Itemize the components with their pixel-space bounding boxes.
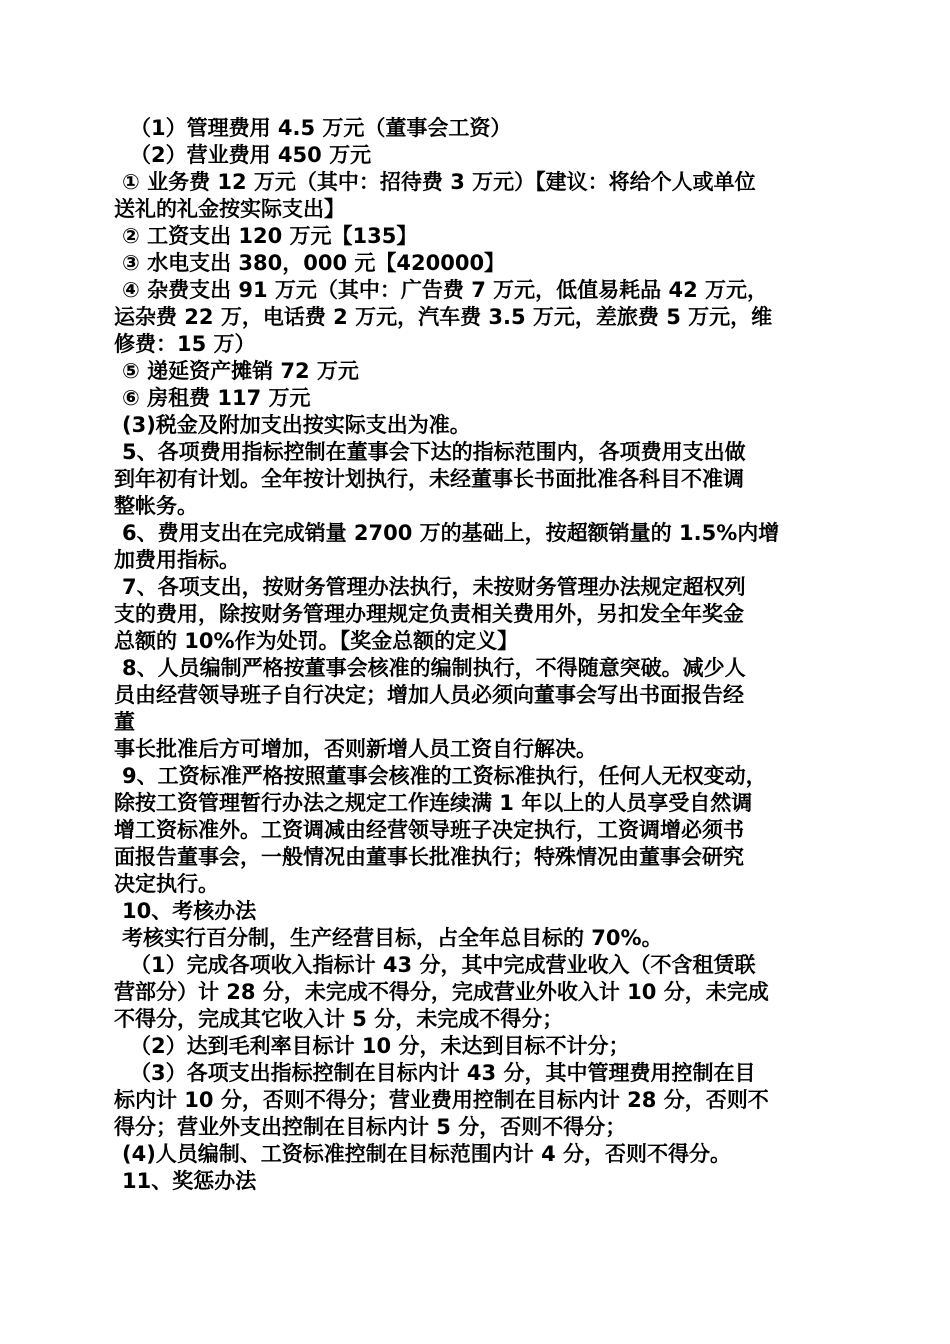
text-line: （1）管理费用 4.5 万元（董事会工资） [130, 116, 512, 140]
text-line: 加费用指标。 [114, 548, 240, 572]
text-line: 6、费用支出在完成销量 2700 万的基础上，按超额销量的 1.5%内增 [122, 521, 780, 545]
text-line: （2）营业费用 450 万元 [130, 143, 372, 167]
text-line: 事长批准后方可增加，否则新增人员工资自行解决。 [114, 737, 597, 761]
text-line: 不得分，完成其它收入计 5 分，未完成不得分； [114, 1007, 564, 1031]
text-line: 董 [114, 710, 135, 734]
text-line: 标内计 10 分，否则不得分；营业费用控制在目标内计 28 分，否则不 [114, 1088, 769, 1112]
text-line: 支的费用，除按财务管理办理规定负责相关费用外，另扣发全年奖金 [114, 602, 744, 626]
document-body [114, 115, 844, 1195]
text-line: （1）完成各项收入指标计 43 分，其中完成营业收入（不含租赁联 [130, 953, 756, 977]
text-line: 修费：15 万） [114, 332, 256, 356]
text-line: （3）各项支出指标控制在目标内计 43 分，其中管理费用控制在目 [130, 1061, 756, 1085]
text-line: (3)税金及附加支出按实际支出为准。 [122, 413, 471, 437]
text-line: 运杂费 22 万，电话费 2 万元，汽车费 3.5 万元，差旅费 5 万元，维 [114, 305, 773, 329]
text-line: 到年初有计划。全年按计划执行，未经董事长书面批准各科目不准调 [114, 467, 744, 491]
text-line: 考核实行百分制，生产经营目标，占全年总目标的 70%。 [122, 926, 663, 950]
text-line: 增工资标准外。工资调减由经营领导班子决定执行，工资调增必须书 [114, 818, 744, 842]
text-line: ① 业务费 12 万元（其中：招待费 3 万元）【建议：将给个人或单位 [122, 170, 756, 194]
section-heading: 10、考核办法 [122, 899, 257, 923]
text-line: ③ 水电支出 380，000 元【420000】 [122, 251, 506, 275]
text-line: 得分；营业外支出控制在目标内计 5 分，否则不得分； [114, 1115, 627, 1139]
text-line: ⑤ 递延资产摊销 72 万元 [122, 359, 359, 383]
text-line: 整帐务。 [114, 494, 198, 518]
text-line: 总额的 10%作为处罚。【奖金总额的定义】 [114, 629, 519, 653]
text-line: 除按工资管理暂行办法之规定工作连续满 1 年以上的人员享受自然调 [114, 791, 753, 815]
text-line: 8、人员编制严格按董事会核准的编制执行，不得随意突破。减少人 [122, 656, 746, 680]
text-line: ⑥ 房租费 117 万元 [122, 386, 311, 410]
text-line: 送礼的礼金按实际支出】 [114, 197, 345, 221]
text-line: 7、各项支出，按财务管理办法执行，未按财务管理办法规定超权列 [122, 575, 746, 599]
text-line: 营部分）计 28 分，未完成不得分，完成营业外收入计 10 分，未完成 [114, 980, 769, 1004]
text-line: ② 工资支出 120 万元【135】 [122, 224, 418, 248]
text-line: （2）达到毛利率目标计 10 分，未达到目标不计分； [130, 1034, 630, 1058]
text-line: ④ 杂费支出 91 万元（其中：广告费 7 万元，低值易耗品 42 万元， [122, 278, 769, 302]
text-line: 员由经营领导班子自行决定；增加人员必须向董事会写出书面报告经 [114, 683, 744, 707]
text-line: 9、工资标准严格按照董事会核准的工资标准执行，任何人无权变动， [122, 764, 767, 788]
text-line: 决定执行。 [114, 872, 219, 896]
text-line: (4)人员编制、工资标准控制在目标范围内计 4 分，否则不得分。 [122, 1142, 732, 1166]
text-line: 5、各项费用指标控制在董事会下达的指标范围内，各项费用支出做 [122, 440, 746, 464]
section-heading: 11、奖惩办法 [122, 1169, 257, 1193]
text-line: 面报告董事会，一般情况由董事长批准执行；特殊情况由董事会研究 [114, 845, 744, 869]
